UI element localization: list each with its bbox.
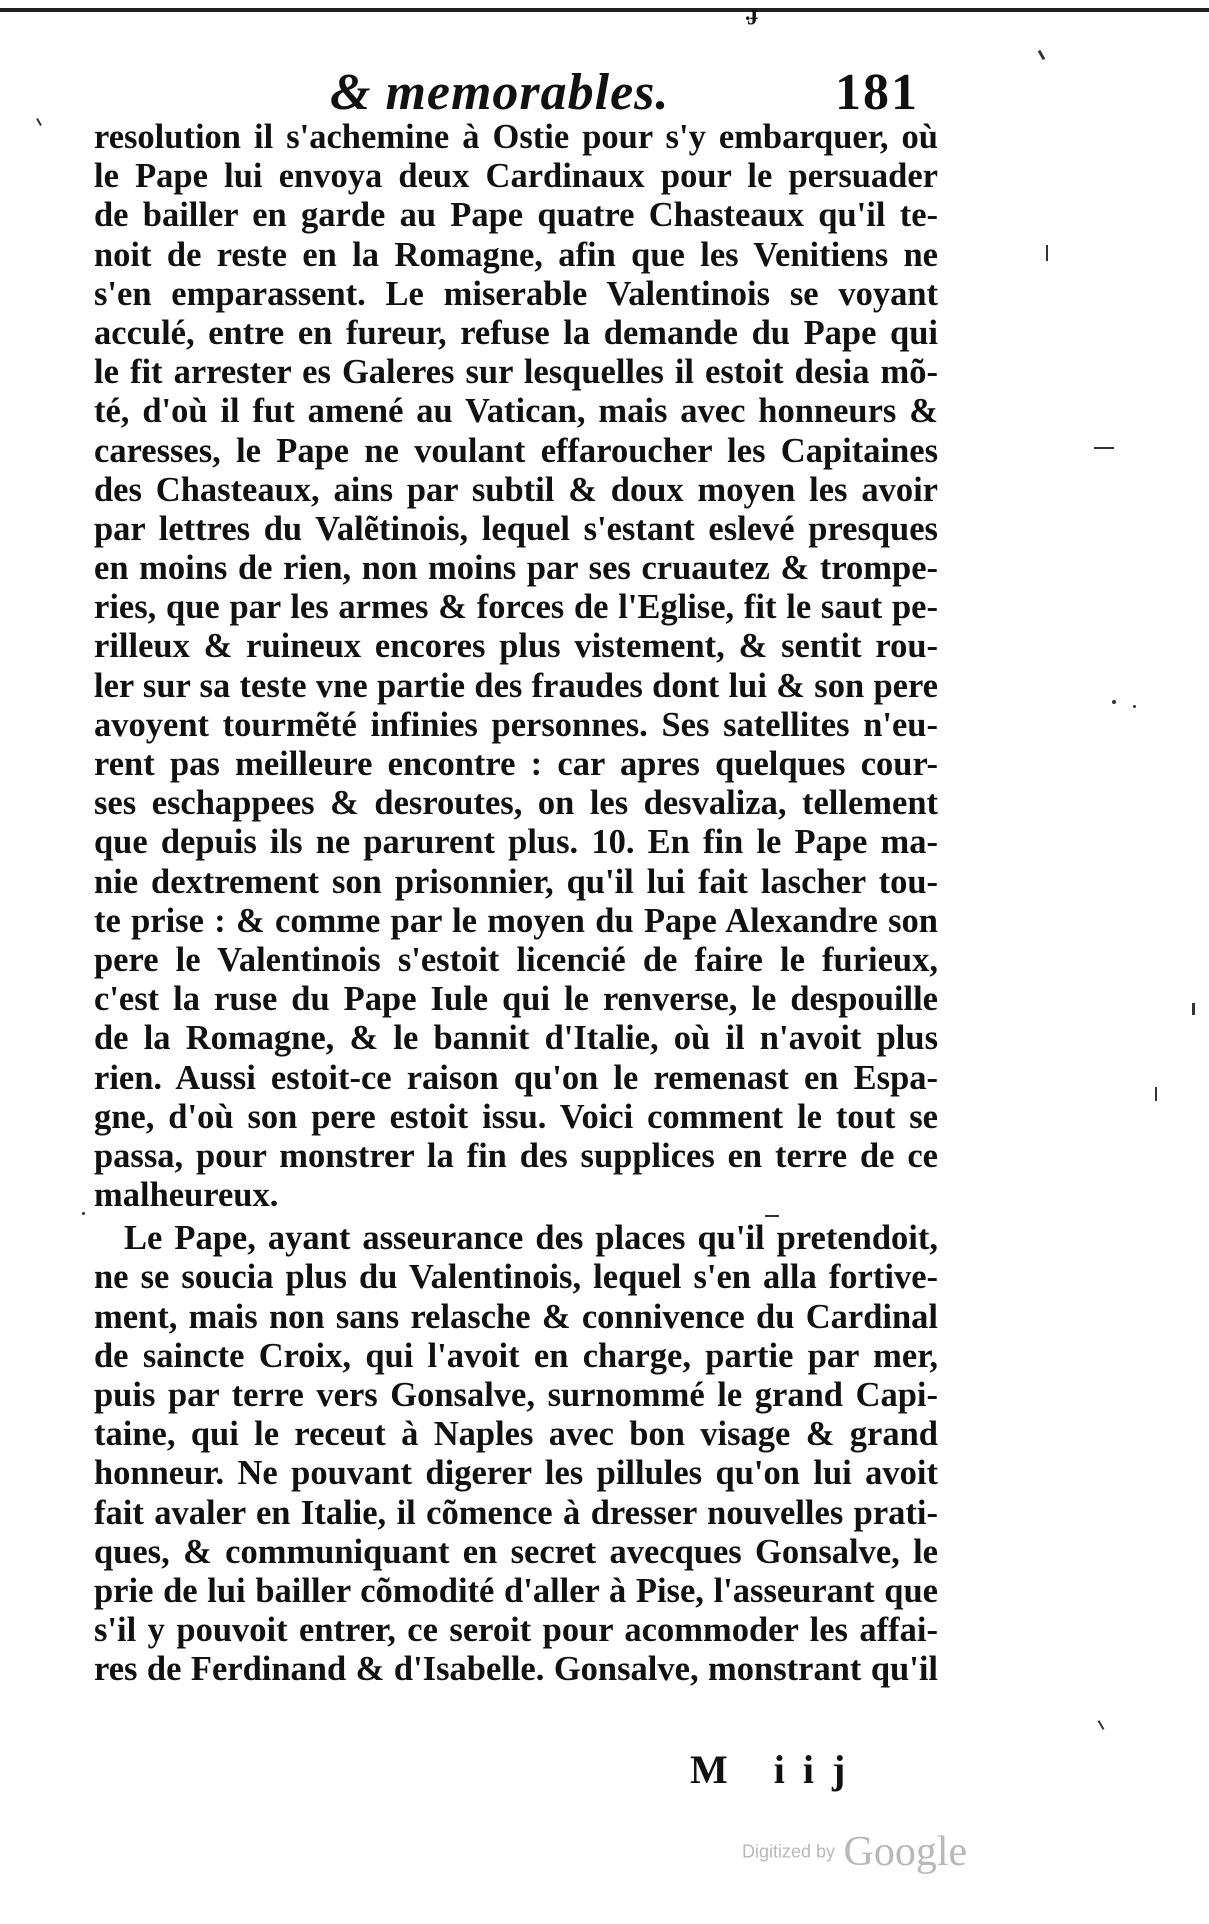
text-line: prie de lui bailler cõmodité d'aller à Pise, l'asseurant que [94, 1571, 938, 1610]
text-line: ment, mais non sans relasche & connivence du Cardinal [94, 1297, 938, 1336]
text-line: rent pas meilleure encontre : car apres quelques cour- [94, 745, 938, 783]
text-line: rilleux & ruineux encores plus vistement, & sentit rou- [94, 627, 938, 666]
top-ornament: .ɟ [745, 0, 758, 25]
text-line: ses eschappees & desroutes, on les desvaliza, tellement [94, 784, 938, 823]
text-line: te prise : & comme par le moyen du Pape Alexandre son [94, 901, 938, 940]
text-line: s'il y pouvoit entrer, ce seroit pour acommoder les affai- [94, 1611, 938, 1650]
scan-speck [1112, 700, 1116, 704]
scan-speck [1155, 1087, 1157, 1101]
text-line: nie dextrement son prisonnier, qu'il lui fait lascher tou- [94, 862, 938, 901]
running-head: & memorables. [330, 64, 670, 121]
text-line: puis par terre vers Gonsalve, surnommé le grand Capi- [94, 1376, 938, 1414]
text-line: acculé, entre en fureur, refuse la demande du Pape qui [94, 313, 938, 352]
body-text [94, 118, 938, 1690]
scan-speck [36, 118, 42, 126]
text-line: té, d'où il fut amené au Vatican, mais avec honneurs & [94, 392, 938, 431]
text-line: gne, d'où son pere estoit issu. Voici comment le tout se [94, 1097, 938, 1136]
scan-speck [1133, 705, 1136, 708]
top-rule [0, 8, 1209, 12]
text-line: en moins de rien, non moins par ses cruautez & trompe- [94, 549, 938, 588]
scan-speck [1094, 447, 1114, 449]
page-number: 181 [835, 64, 919, 121]
text-line: pere le Valentinois s'estoit licencié de faire le furieux, [94, 940, 938, 979]
text-line: ne se soucia plus du Valentinois, lequel s'en alla fortive- [94, 1258, 938, 1297]
text-line: taine, qui le receut à Naples avec bon visage & grand [94, 1415, 938, 1454]
text-line: de la Romagne, & le bannit d'Italie, où il n'avoit plus [94, 1019, 938, 1058]
text-line: passa, pour monstrer la fin des supplices en terre de ce [94, 1136, 938, 1175]
text-line: ries, que par les armes & forces de l'Eglise, fit le saut pe- [94, 588, 938, 627]
scan-speck [1046, 245, 1048, 261]
text-line: des Chasteaux, ains par subtil & doux moyen les avoir [94, 470, 938, 509]
text-line: honneur. Ne pouvant digerer les pillules qu'on lui avoit [94, 1454, 938, 1493]
text-line: noit de reste en la Romagne, afin que les Venitiens ne [94, 235, 938, 274]
text-line: de bailler en garde au Pape quatre Chasteaux qu'il te- [94, 196, 938, 235]
scan-speck [82, 1212, 85, 1215]
digitized-by-label: Digitized by [742, 1841, 836, 1862]
text-line: avoyent tourmẽté infinies personnes. Ses satellites n'eu- [94, 705, 938, 744]
scan-speck [1098, 1720, 1105, 1730]
text-line: par lettres du Valẽtinois, lequel s'estant eslevé presques [94, 509, 938, 548]
text-line: rien. Aussi estoit-ce raison qu'on le remenast en Espa- [94, 1058, 938, 1097]
text-line: fait avaler en Italie, il cõmence à dresser nouvelles prati- [94, 1493, 938, 1532]
text-line: s'en emparassent. Le miserable Valentinois se voyant [94, 274, 938, 313]
text-line: de saincte Croix, qui l'avoit en charge, partie par mer, [94, 1336, 938, 1375]
text-line: res de Ferdinand & d'Isabelle. Gonsalve, monstrant qu'il [94, 1650, 938, 1689]
digitization-watermark [742, 1828, 967, 1876]
paragraph-start-line: Le Pape, ayant asseurance des places qu'il pretendoit, [124, 1219, 938, 1258]
text-line: le fit arrester es Galeres sur lesquelles il estoit desia mõ- [94, 353, 938, 392]
text-line: c'est la ruse du Pape Iule qui le renverse, le despouille [94, 980, 938, 1019]
text-line: le Pape lui envoya deux Cardinaux pour le persuader [94, 157, 938, 196]
text-line: resolution il s'achemine à Ostie pour s'y embarquer, où [94, 118, 938, 156]
signature-mark: M iij [690, 1747, 864, 1792]
scan-speck [765, 1215, 779, 1217]
scan-speck [1192, 1003, 1195, 1015]
google-logo: Google [843, 1829, 968, 1875]
text-line: malheureux. [94, 1176, 279, 1215]
text-line: caresses, le Pape ne voulant effaroucher les Capitaines [94, 431, 938, 470]
text-line: ler sur sa teste vne partie des fraudes dont lui & son pere [94, 666, 938, 705]
text-line: que depuis ils ne parurent plus. 10. En fin le Pape ma- [94, 823, 938, 862]
scan-speck [1038, 50, 1046, 60]
text-line: ques, & communiquant en secret avecques Gonsalve, le [94, 1532, 938, 1571]
